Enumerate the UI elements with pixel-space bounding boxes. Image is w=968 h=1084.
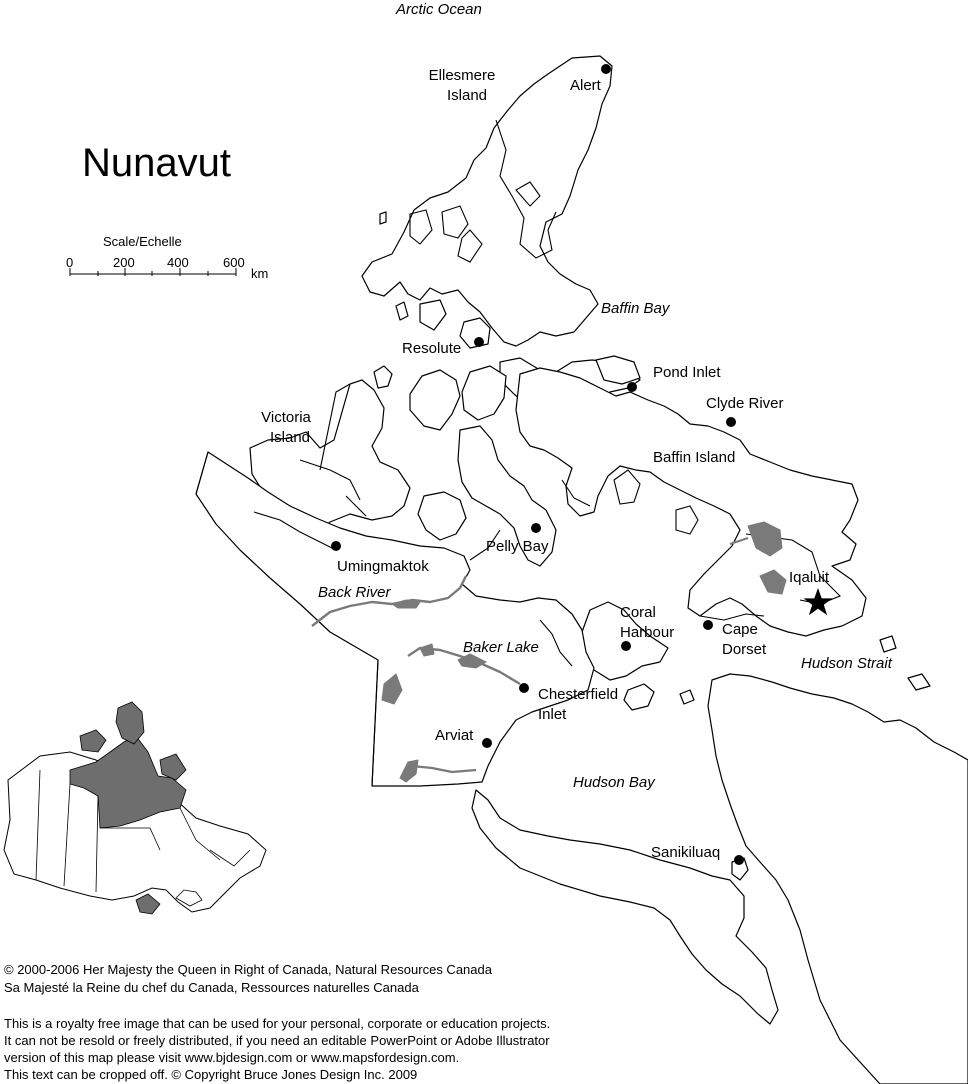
hudson-bay-label: Hudson Bay [573, 774, 655, 791]
notice-line-4: This text can be cropped off. © Copyright Bruce Jones Design Inc. 2009 [4, 1067, 418, 1082]
back-river-label: Back River [318, 584, 391, 601]
resolute-label: Resolute [402, 340, 462, 357]
notice-line-1: This is a royalty free image that can be used for your personal, corporate or education projects. [4, 1016, 551, 1031]
scale-tick-0: 0 [66, 255, 74, 270]
pond-inlet-label: Pond Inlet [653, 364, 721, 381]
copyright-line-1: © 2000-2006 Her Majesty the Queen in Right of Canada, Natural Resources Canada [4, 962, 492, 977]
map-title: Nunavut [82, 141, 231, 185]
alert-label: Alert [570, 77, 601, 94]
baffin-bay-label: Baffin Bay [601, 300, 670, 317]
notice-line-3: version of this map please visit www.bjdesign.com or www.mapsfordesign.com. [4, 1050, 460, 1065]
scale-tick-200: 200 [113, 255, 135, 270]
somerset-island [462, 366, 506, 420]
island-small [380, 212, 386, 224]
prince-of-wales-island [410, 370, 460, 430]
cape-dorset-label: Cape Dorset [722, 621, 767, 658]
clyde-river-marker [726, 417, 736, 427]
alert-marker [601, 64, 611, 74]
baker-lake-label: Baker Lake [463, 639, 539, 656]
arviat-marker [482, 738, 492, 748]
ellesmere-island-label: Ellesmere Island [428, 67, 496, 104]
sanikiluaq-label: Sanikiluaq [651, 844, 721, 861]
baffin-island [516, 368, 866, 636]
umingmaktok-marker [331, 541, 341, 551]
scale-bar [70, 268, 236, 276]
pelly-bay-label: Pelly Bay [486, 538, 549, 555]
scale-title: Scale/Echelle [103, 234, 182, 249]
island-small [396, 302, 408, 320]
sanikiluaq-marker [734, 855, 744, 865]
cape-dorset-marker [703, 620, 713, 630]
pelly-bay-marker [531, 523, 541, 533]
king-william-island [418, 492, 466, 540]
scale-tick-400: 400 [167, 255, 189, 270]
notice-line-2: It can not be resold or freely distributed, if you need an editable PowerPoint or Adobe Illustrator [4, 1033, 550, 1048]
hudson-strait-label: Hudson Strait [801, 655, 892, 672]
chesterfield-inlet-marker [519, 683, 529, 693]
copyright-line-2: Sa Majesté la Reine du chef du Canada, Ressources naturelles Canada [4, 980, 419, 995]
scale-unit: km [251, 266, 269, 281]
coral-harbour-label: Coral Harbour [620, 604, 675, 641]
iqaluit-label: Iqaluit [789, 569, 830, 586]
island-small [880, 636, 896, 652]
island-small [420, 300, 446, 330]
ungava-peninsula [708, 674, 968, 1084]
hudson-bay-east-coast [472, 790, 778, 1024]
coats-island [624, 684, 654, 710]
resolute-marker [474, 337, 484, 347]
arviat-label: Arviat [435, 727, 474, 744]
island-small [908, 674, 930, 690]
baffin-island-label: Baffin Island [653, 449, 736, 466]
victoria-island-label: Victoria Island [261, 409, 311, 446]
arctic-ocean-label: Arctic Ocean [396, 1, 482, 18]
mansel-island [680, 690, 694, 704]
canada-inset-map [4, 702, 266, 914]
chesterfield-inlet-label: Chesterfield Inlet [538, 686, 619, 723]
island-small [374, 366, 392, 388]
pond-inlet-marker [627, 382, 637, 392]
scale-tick-600: 600 [223, 255, 245, 270]
umingmaktok-label: Umingmaktok [337, 558, 429, 575]
clyde-river-label: Clyde River [706, 395, 784, 412]
